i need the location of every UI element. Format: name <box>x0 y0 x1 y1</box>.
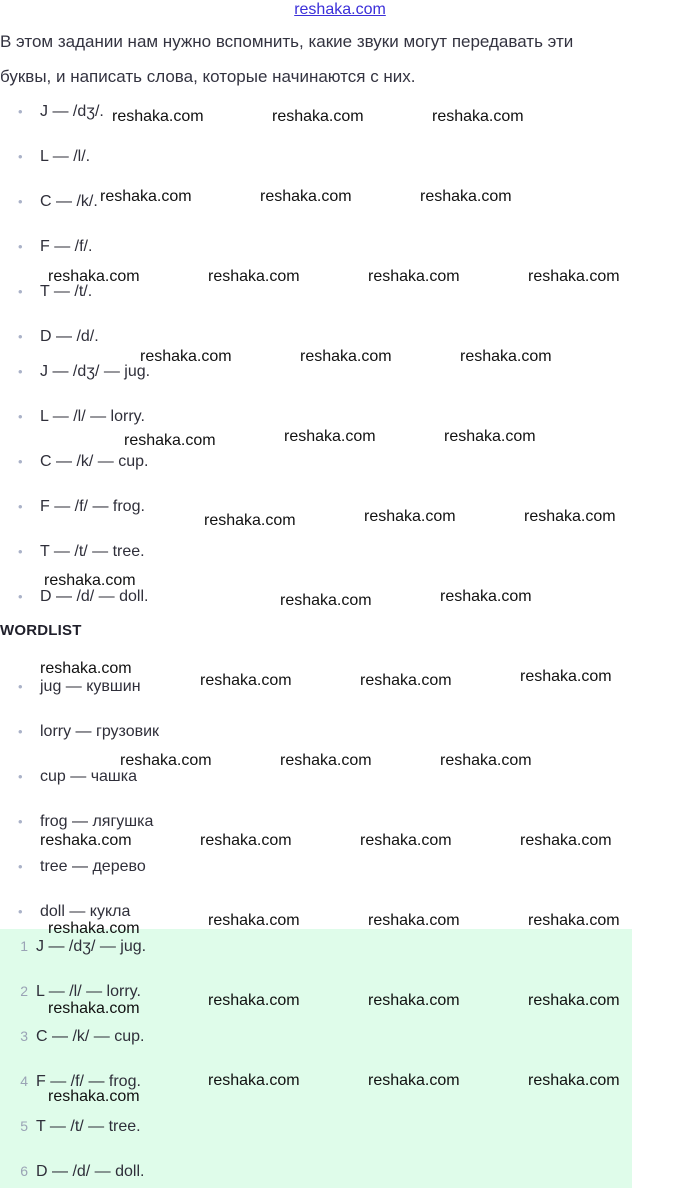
watermark: reshaka.com <box>280 592 372 609</box>
translation-text: jug — кувшин <box>40 678 141 695</box>
watermark: reshaka.com <box>520 832 612 849</box>
code-line-text: C — /k/ — cup. <box>36 1028 145 1045</box>
watermark: reshaka.com <box>300 348 392 365</box>
code-line-text: T — /t/ — tree. <box>36 1118 141 1135</box>
line-number: 3 <box>20 1028 28 1044</box>
sound-list-text: D — /d/. <box>40 328 99 345</box>
watermark: reshaka.com <box>120 752 212 769</box>
watermark: reshaka.com <box>48 1088 140 1105</box>
translation-list-item <box>18 812 153 832</box>
word-list-item <box>18 587 148 607</box>
watermark: reshaka.com <box>440 752 532 769</box>
bullet-icon: • <box>18 149 23 164</box>
bullet-icon: • <box>18 364 23 379</box>
code-line <box>0 981 141 1002</box>
watermark: reshaka.com <box>208 912 300 929</box>
translation-text: frog — лягушка <box>40 813 154 830</box>
line-number: 2 <box>20 983 28 999</box>
watermark: reshaka.com <box>260 188 352 205</box>
sound-list-item <box>18 237 92 257</box>
watermark: reshaka.com <box>280 752 372 769</box>
bullet-icon: • <box>18 239 23 254</box>
code-line <box>0 1071 141 1092</box>
word-list-item <box>18 497 145 517</box>
sound-list-item <box>18 282 92 302</box>
watermark: reshaka.com <box>368 992 460 1009</box>
word-list-item <box>18 542 145 562</box>
code-line <box>0 1161 144 1182</box>
sound-list-item <box>18 102 104 122</box>
watermark: reshaka.com <box>112 108 204 125</box>
watermark: reshaka.com <box>40 660 132 677</box>
sound-list-text: C — /k/. <box>40 193 98 210</box>
watermark: reshaka.com <box>48 268 140 285</box>
translation-text: lorry — грузовик <box>40 723 160 740</box>
watermark: reshaka.com <box>40 832 132 849</box>
bullet-icon: • <box>18 454 23 469</box>
sound-list-item <box>18 147 90 167</box>
line-number: 6 <box>20 1163 28 1179</box>
code-line-text: L — /l/ — lorry. <box>36 983 141 1000</box>
word-list-item <box>18 362 150 382</box>
bullet-icon: • <box>18 679 23 694</box>
bullet-icon: • <box>18 329 23 344</box>
word-list-text: C — /k/ — cup. <box>40 453 149 470</box>
sound-list-item <box>18 192 98 212</box>
watermark: reshaka.com <box>420 188 512 205</box>
watermark: reshaka.com <box>528 992 620 1009</box>
watermark: reshaka.com <box>200 832 292 849</box>
word-list-text: F — /f/ — frog. <box>40 498 145 515</box>
watermark: reshaka.com <box>48 920 140 937</box>
watermark: reshaka.com <box>208 992 300 1009</box>
translation-list-item <box>18 767 137 787</box>
line-number: 4 <box>20 1073 28 1089</box>
line-number: 1 <box>20 938 28 954</box>
translation-text: tree — дерево <box>40 858 146 875</box>
watermark: reshaka.com <box>364 508 456 525</box>
watermark: reshaka.com <box>208 268 300 285</box>
translation-list-item <box>18 857 146 877</box>
intro-line-2: буквы, и написать слова, которые начинаются с них. <box>0 67 416 86</box>
bullet-icon: • <box>18 904 23 919</box>
sound-list-text: L — /l/. <box>40 148 91 165</box>
code-line-text: F — /f/ — frog. <box>36 1073 141 1090</box>
watermark: reshaka.com <box>460 348 552 365</box>
code-line-text: D — /d/ — doll. <box>36 1163 145 1180</box>
watermark: reshaka.com <box>272 108 364 125</box>
word-list-item <box>18 407 145 427</box>
watermark: reshaka.com <box>124 432 216 449</box>
watermark: reshaka.com <box>432 108 524 125</box>
translation-list-item <box>18 722 159 742</box>
watermark: reshaka.com <box>524 508 616 525</box>
code-line <box>0 1116 141 1137</box>
intro-line-1: В этом задании нам нужно вспомнить, какие звуки могут передавать эти <box>0 32 574 51</box>
site-header-link[interactable]: reshaka.com <box>294 1 386 18</box>
code-line <box>0 1026 144 1047</box>
bullet-icon: • <box>18 814 23 829</box>
bullet-icon: • <box>18 104 23 119</box>
watermark: reshaka.com <box>368 1072 460 1089</box>
watermark: reshaka.com <box>360 672 452 689</box>
word-list-item <box>18 452 148 472</box>
word-list-text: T — /t/ — tree. <box>40 543 145 560</box>
sound-list-item <box>18 327 99 347</box>
watermark: reshaka.com <box>204 512 296 529</box>
code-line <box>0 936 146 957</box>
bullet-icon: • <box>18 284 23 299</box>
bullet-icon: • <box>18 194 23 209</box>
bullet-icon: • <box>18 724 23 739</box>
watermark: reshaka.com <box>284 428 376 445</box>
watermark: reshaka.com <box>360 832 452 849</box>
watermark: reshaka.com <box>100 188 192 205</box>
watermark: reshaka.com <box>440 588 532 605</box>
translation-list-item <box>18 677 141 697</box>
watermark: reshaka.com <box>444 428 536 445</box>
word-list-text: D — /d/ — doll. <box>40 588 149 605</box>
code-block <box>0 929 632 1188</box>
translation-text: doll — кукла <box>40 903 131 920</box>
sound-list-text: J — /dʒ/. <box>40 103 104 120</box>
watermark: reshaka.com <box>368 268 460 285</box>
bullet-icon: • <box>18 499 23 514</box>
translation-text: cup — чашка <box>40 768 138 785</box>
watermark: reshaka.com <box>208 1072 300 1089</box>
watermark: reshaka.com <box>368 912 460 929</box>
watermark: reshaka.com <box>528 1072 620 1089</box>
translation-list-item <box>18 902 130 922</box>
watermark: reshaka.com <box>44 572 136 589</box>
watermark: reshaka.com <box>528 268 620 285</box>
bullet-icon: • <box>18 859 23 874</box>
line-number: 5 <box>20 1118 28 1134</box>
wordlist-heading: WORDLIST <box>0 622 82 639</box>
sound-list-text: T — /t/. <box>40 283 93 300</box>
watermark: reshaka.com <box>140 348 232 365</box>
word-list-text: L — /l/ — lorry. <box>40 408 145 425</box>
watermark: reshaka.com <box>48 1000 140 1017</box>
watermark: reshaka.com <box>200 672 292 689</box>
code-line-text: J — /dʒ/ — jug. <box>36 938 147 955</box>
watermark: reshaka.com <box>520 668 612 685</box>
watermark: reshaka.com <box>528 912 620 929</box>
bullet-icon: • <box>18 544 23 559</box>
bullet-icon: • <box>18 589 23 604</box>
word-list-text: J — /dʒ/ — jug. <box>40 363 151 380</box>
bullet-icon: • <box>18 409 23 424</box>
bullet-icon: • <box>18 769 23 784</box>
sound-list-text: F — /f/. <box>40 238 93 255</box>
